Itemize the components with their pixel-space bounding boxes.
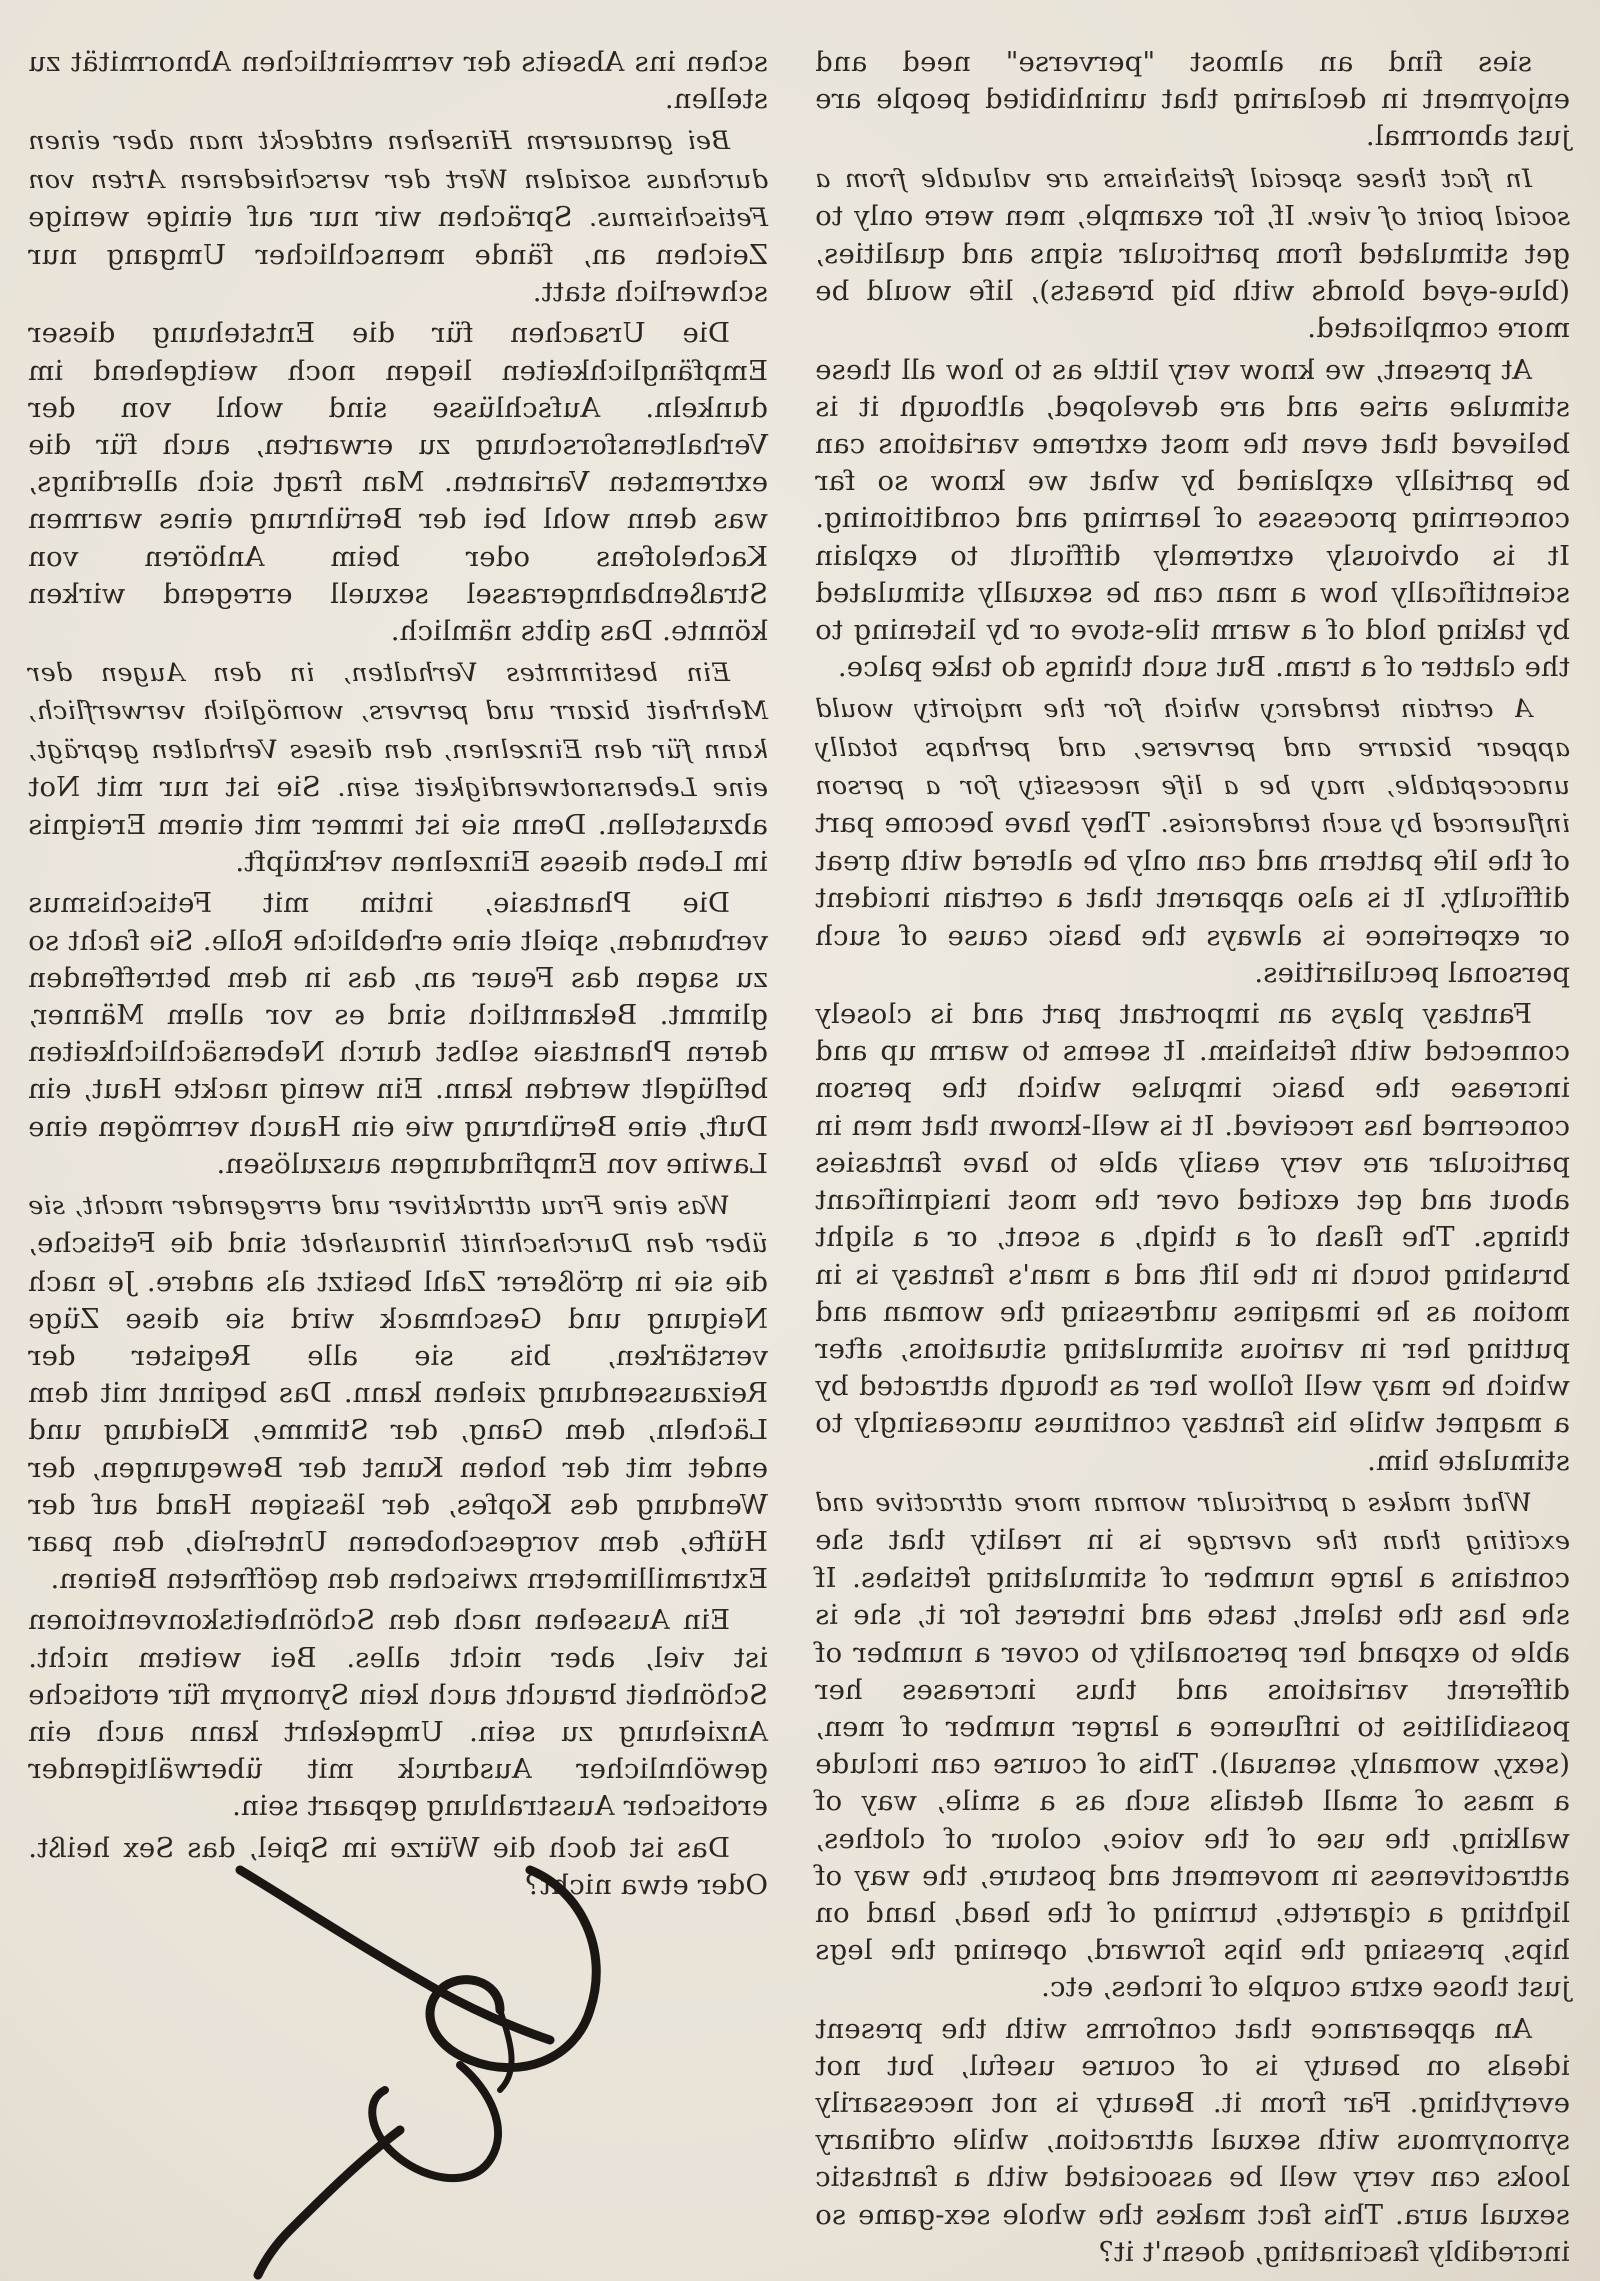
paragraph (28, 122, 768, 311)
paragraph: An appearance that conforms with the present ideals on beauty is of course useful, but not everything. Far from it. Beauty is not necessarily synonymous with sexual attraction, while ordinary looks can very well be associated with a fantastic sexual aura. This fact makes the whole sex-game so incredibly fascinating, doesn't it? (815, 2012, 1570, 2268)
italic-lead: A certain tendency which for the majority would appear bizarre and perverse, and perhaps totally unacceptable, may be a life necessity for a person influenced by such tendencies. (815, 694, 1570, 840)
italic-lead: Ein bestimmtes Verhalten, in den Augen der Mehrheit bizarr und pervers, womöglich verwerflich, kann für den Einzelnen, den dieses Verhalten geprägt, eine Lebensnotwendigkeit sein. (28, 658, 768, 803)
italic-lead: In fact these special fetishisms are valuable from a social point of view. (815, 163, 1570, 232)
paragraph-text: Sie ist nur mit Not abzustellen. Denn sie ist immer mit einem Ereignis im Leben dieses Einzelnen verknüpft. (28, 770, 768, 879)
paragraph (28, 1187, 768, 1598)
paragraph-text: Sprächen wir nur auf einige wenige Zeichen an, fände menschlicher Umgang nur schwerlich statt. (28, 200, 768, 309)
paragraph (815, 160, 1570, 348)
italic-lead: What makes a particular woman more attractive and exciting than the average (815, 1487, 1570, 1556)
italic-lead: Bei genauerem Hinsehen entdeckt man aber einen durchaus sozialen Wert der verschiedenen Arten von Fetischismus. (28, 126, 768, 233)
paragraph: At present, we know very little as to how all these stimulae arise and are developed, although it is believed that even the most extreme variations can be partially explained by what we know so far concerning processes of learning and conditioning. It is obviously extremely difficult to explain scientifically how a man can be sexually stimulated by taking hold of a warm tile-stove or by listening to the clatter of a tram. But such things do take palce. (815, 353, 1570, 684)
paragraph: schen ins Abseits der vermeintlichen Abnormität zu stellen. (28, 46, 768, 116)
paragraph (815, 1484, 1570, 2007)
german-text-column (28, 44, 768, 1908)
paragraph: Ein Aussehen nach den Schönheitskonventionen ist viel, aber nicht alles. Bei weitem nicht. Schönheit braucht auch kein Synonym für erotische Anziehung zu sein. Umgekehrt kann auch ein gewöhnlicher Ausdruck mit überwältigender erotischer Ausstrahlung gepaart sein. (28, 1604, 768, 1823)
english-text-column (815, 44, 1570, 2275)
paragraph: Die Phantasie, intim mit Fetischismus verbunden, spielt eine erhebliche Rolle. Sie facht so zu sagen das Feuer an, das in dem betreffenden glimmt. Bekanntlich sind es vor allem Männer, deren Phantasie selbst durch Nebensächlichkeiten beflügelt werden kann. Ein wenig nackte Haut, ein Duft, eine Berührung wie ein Hauch vermögen eine Lawine von Empfindungen auszulösen. (28, 887, 768, 1180)
paragraph-text: sind die Fetische, die sie in größerer Zahl besitzt als andere. Je nach Neigung und Geschmack wird sie diese Züge verstärken, bis sie alle Register der Reizaussendung ziehen kann. Das beginnt mit dem Lächeln, dem Gang, der Stimme, Kleidung und endet mit der hohen Kunst der Bewegungen, der Wendung des Kopfes, der lässigen Hand auf der Hüfte, dem vorgeschobenen Unterleib, den paar Extramillimetern zwischen den geöffneten Beinen. (28, 1227, 768, 1596)
paragraph-text: is in reality that she contains a large number of stimulating fetishes. If she has the talent, taste and interest for it, she is able to expand her personality to cover a number of different variations and thus increases her possibilities to influence a larger number of men, (sexy, womanly, sensual). This of course can include a mass of small details such as a smile, way of walking, the use of the voice, colour of clothes, attractiveness in movement and posture, the way of lighting a cigarette, turning of the head, hand on hips, pressing the hips forward, opening the legs just those extra couple of inches, etc. (815, 1523, 1570, 2004)
paragraph-text: They have become part of the life pattern and can only be altered with great difficulty. It is also apparent that a certain incident or experience is always the basic cause of such personal peculiarities. (815, 807, 1570, 989)
paragraph: Das ist doch die Würze im Spiel, das Sex heißt. Oder etwa nicht? (28, 1831, 768, 1901)
paragraph (28, 654, 768, 881)
paragraph-text: If, for example, men were only to get stimulated from particular signs and qualities, (blue-eyed blonds with big breasts), life would be more complicated. (815, 199, 1570, 345)
handwritten-signature (100, 1830, 620, 2280)
paragraph: Die Ursachen für die Entstehung dieser Empfänglichkeiten liegen noch weitgehend im dunkeln. Aufschlüsse sind wohl von der Verhaltensforschung zu erwarten, auch für die extremsten Varianten. Man fragt sich allerdings, was denn wohl bei der Berührung eines warmen Kachelofens oder beim Anhören von Straßenbahngerassel sexuell erregend wirken könnte. Das gibts nämlich. (28, 317, 768, 648)
paragraph (815, 690, 1570, 992)
paragraph: Fantasy plays an important part and is closely connected with fetishism. It seems to warm up and increase the basic impulse which the person concerned has received. It is well-known that men in particular are very easily able to have fantasies about and get excited over the most insignificant things. The flash of a thigh, a scent, or a slight brushing touch in the lift and a man's fantasy is in motion as he imagines undressing the woman and putting her in various stimulating situations, after which he may well follow her as though attracted by a magnet while his fantasy continues unceasingly to stimulate him. (815, 998, 1570, 1477)
italic-lead: Was eine Frau attraktiver und erregender macht, sie über den Durchschnitt hinaushebt (28, 1191, 768, 1260)
paragraph: sies find an almost "perverse" need and enjoyment in declaring that uninhibited people are just abnormal. (815, 46, 1570, 153)
